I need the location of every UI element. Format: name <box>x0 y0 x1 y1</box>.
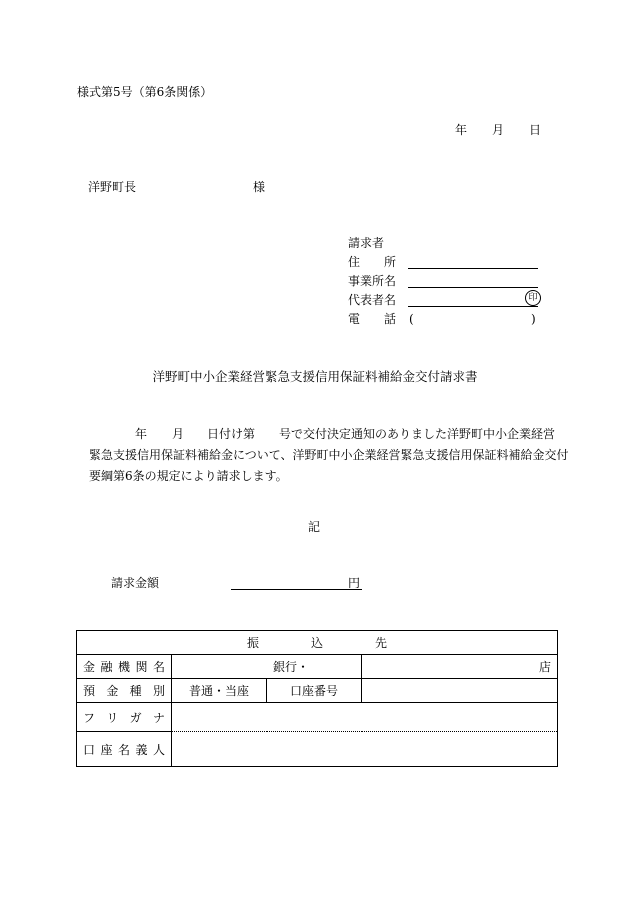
account-number-cell[interactable] <box>362 679 558 703</box>
account-type-label <box>77 679 172 703</box>
label-char: 金 <box>83 660 96 674</box>
body-year: 年 <box>135 427 148 441</box>
representative-label <box>348 294 396 306</box>
label-char: 名 <box>152 660 165 674</box>
date-month-label: 月 <box>492 123 505 137</box>
phone-label-char: 話 <box>383 312 396 326</box>
account-type-options-text: 普通・当座 <box>188 684 249 698</box>
phone-paren-open: ( <box>409 312 414 326</box>
address-field[interactable] <box>408 268 538 269</box>
label-char: 種 <box>129 684 142 698</box>
branch-suffix: 店 <box>539 660 552 674</box>
label-char: 口 <box>83 742 96 757</box>
address-label-char: 所 <box>383 255 396 269</box>
label-char: フ <box>83 710 96 725</box>
label-char: 義 <box>135 742 148 757</box>
account-type-row <box>77 679 558 703</box>
business-name-field[interactable] <box>408 287 538 288</box>
date-year-label: 年 <box>455 123 468 137</box>
label-char: 人 <box>152 742 165 757</box>
bank-suffix: 銀行・ <box>272 660 309 674</box>
account-number-label <box>267 679 362 703</box>
furigana-cell[interactable] <box>172 703 558 732</box>
representative-label-text: 代表者名 <box>348 293 397 307</box>
label-char: ナ <box>152 710 165 725</box>
holder-cell[interactable] <box>172 732 558 767</box>
business-name-label-text: 事業所名 <box>348 274 397 288</box>
furigana-label <box>77 703 172 732</box>
body-line-3: 要綱第6条の規定により請求します。 <box>89 469 288 483</box>
label-char: 名 <box>117 742 130 757</box>
address-label-char: 住 <box>348 255 361 269</box>
phone-paren-close: ) <box>531 312 536 326</box>
label-char: リ <box>106 710 119 725</box>
label-char: 融 <box>100 660 113 674</box>
addressee: 洋野町長 <box>88 180 137 194</box>
account-number-label-text: 口座番号 <box>289 684 338 698</box>
representative-field[interactable] <box>408 306 538 307</box>
document-title: 洋野町中小企業経営緊急支援信用保証料補給金交付請求書 <box>152 369 478 384</box>
holder-row <box>77 732 558 767</box>
institution-row <box>77 655 558 679</box>
body-month: 月 <box>172 427 185 441</box>
honorific: 様 <box>253 180 266 194</box>
holder-label <box>77 732 172 767</box>
seal-mark: 印 <box>525 290 541 306</box>
form-number: 様式第5号（第6条関係） <box>77 85 213 99</box>
date-day-label: 日 <box>529 123 542 137</box>
amount-unit: 円 <box>348 576 361 590</box>
ki-heading: 記 <box>308 520 321 534</box>
label-char: 座 <box>100 742 113 757</box>
body-paragraph <box>89 424 569 487</box>
label-char: 機 <box>117 660 130 674</box>
bank-table-header-row <box>77 631 558 655</box>
label-char: 金 <box>106 684 119 698</box>
label-char: ガ <box>129 710 142 725</box>
amount-label: 請求金額 <box>111 576 160 590</box>
amount-field[interactable] <box>231 589 362 590</box>
phone-label-char: 電 <box>348 312 361 326</box>
label-char: 関 <box>135 660 148 674</box>
furigana-row <box>77 703 558 732</box>
label-char: 別 <box>152 684 165 698</box>
header-char: 振 <box>247 636 260 650</box>
bank-transfer-table <box>76 630 558 767</box>
body-line-1 <box>89 424 559 445</box>
body-rest: 号で交付決定通知のありました洋野町中小企業経営 <box>279 427 556 441</box>
bank-name-cell[interactable] <box>172 655 362 679</box>
phone-label <box>348 313 396 325</box>
branch-name-cell[interactable] <box>362 655 558 679</box>
body-date: 日付け第 <box>207 427 256 441</box>
institution-label <box>77 655 172 679</box>
business-name-label <box>348 275 396 287</box>
bank-table-header <box>77 631 558 655</box>
requester-heading: 請求者 <box>348 236 385 250</box>
header-char: 先 <box>375 636 388 650</box>
account-type-options[interactable] <box>172 679 267 703</box>
label-char: 預 <box>83 684 96 698</box>
body-line-2: 緊急支援信用保証料補給金について、洋野町中小企業経営緊急支援信用保証料補給金交付 <box>89 448 569 462</box>
header-char: 込 <box>311 636 324 650</box>
address-label <box>348 256 396 268</box>
